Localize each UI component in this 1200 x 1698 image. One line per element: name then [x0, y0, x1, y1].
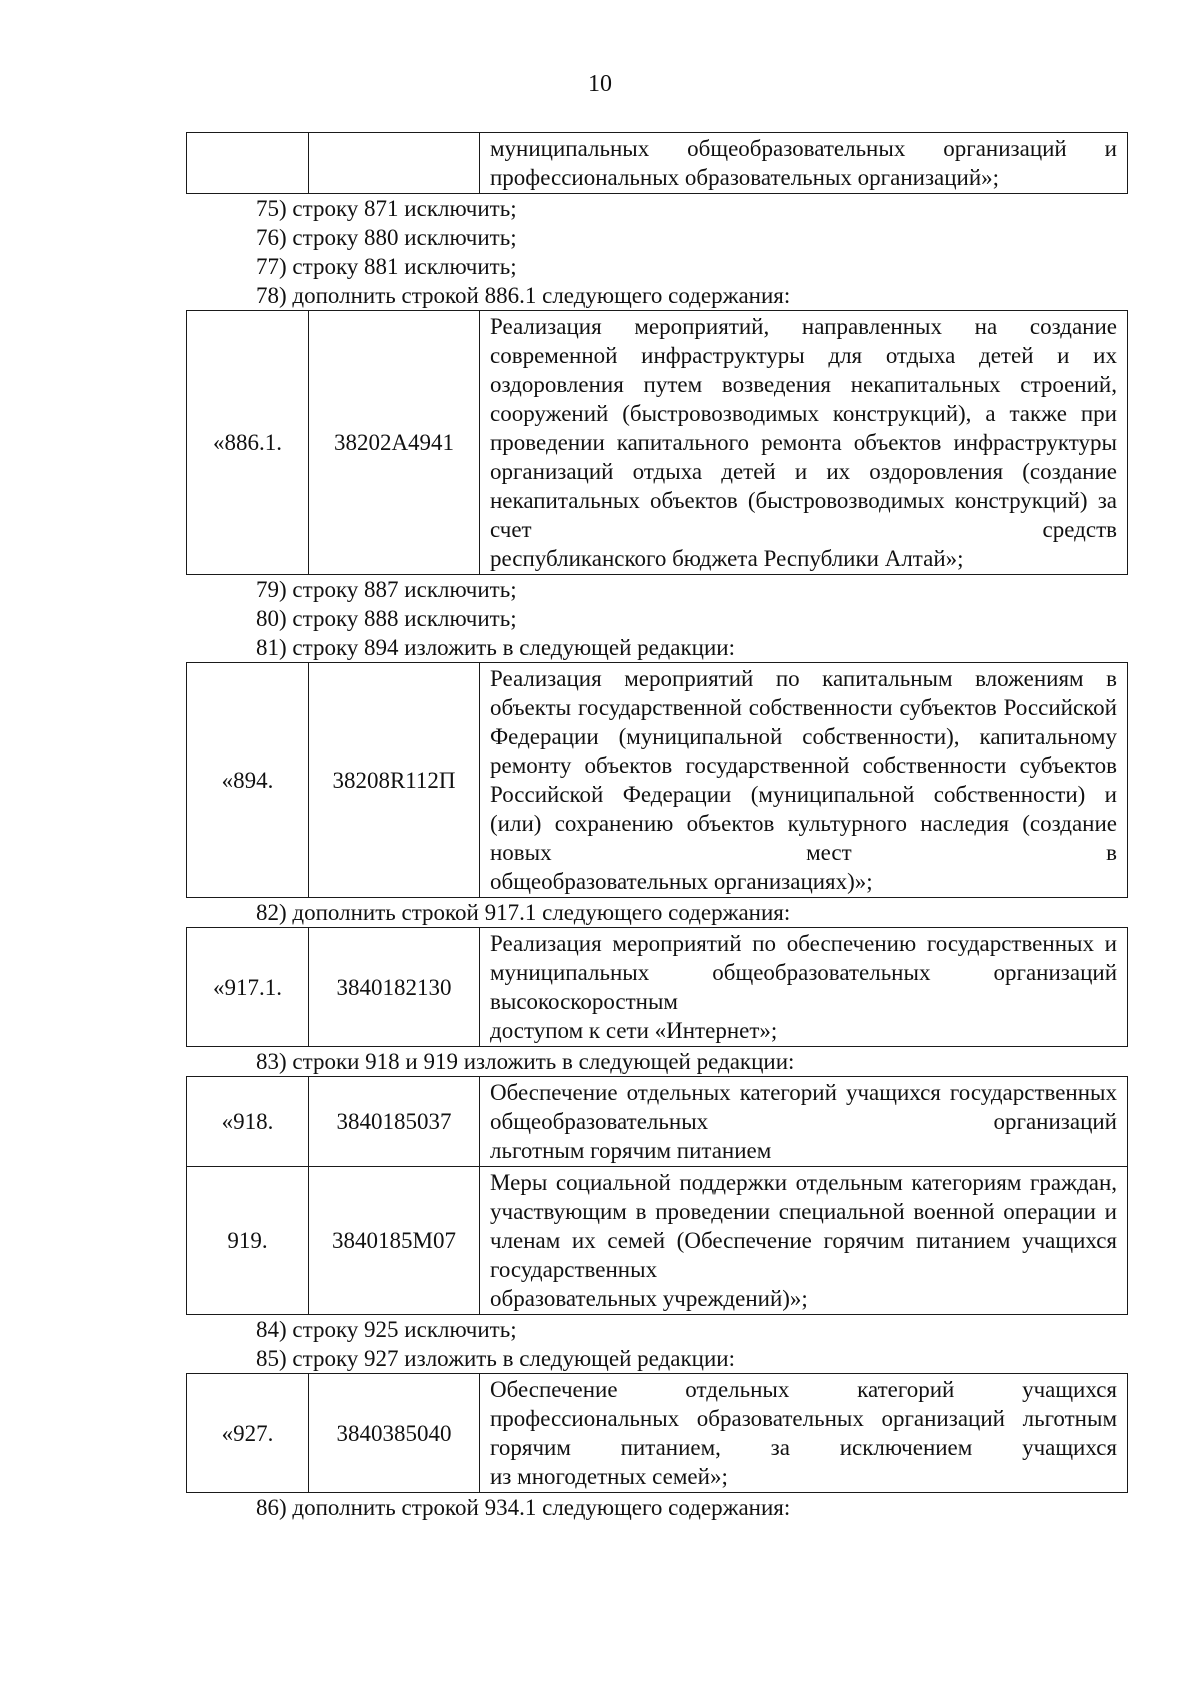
amendment-item: 86) дополнить строкой 934.1 следующего содержания:: [256, 1495, 791, 1520]
description-cell: [480, 1167, 1128, 1315]
table-row: [187, 1077, 1128, 1167]
description-text: Обеспечение отдельных категорий учащихся государственных общеобразовательных организаций: [490, 1080, 1117, 1134]
description-text-last-line: льготным горячим питанием: [490, 1138, 772, 1163]
row-number-cell: 919.: [187, 1167, 309, 1315]
amendment-item: 77) строку 881 исключить;: [256, 254, 517, 279]
budget-code-cell: 3840182130: [309, 928, 480, 1047]
budget-code-cell: [309, 133, 480, 194]
description-text-last-line: республиканского бюджета Республики Алтай»;: [490, 546, 964, 571]
row-number-cell: «917.1.: [187, 928, 309, 1047]
amendment-item: 81) строку 894 изложить в следующей редакции:: [256, 635, 735, 660]
budget-code-cell: 3840185037: [309, 1077, 480, 1167]
description-text: Меры социальной поддержки отдельным категориям граждан, участвующим в проведении специальной военной операции и членам их семей (Обеспечение горячим питанием учащихся государственных: [490, 1170, 1117, 1282]
amendment-table: [186, 1076, 1128, 1315]
description-cell: [480, 311, 1128, 575]
amendment-item: 83) строки 918 и 919 изложить в следующей редакции:: [256, 1049, 795, 1074]
description-text-last-line: профессиональных образовательных организаций»;: [490, 165, 1000, 190]
description-cell: [480, 928, 1128, 1047]
amendment-table: [186, 132, 1128, 194]
row-number-cell: [187, 133, 309, 194]
row-number-cell: «894.: [187, 663, 309, 898]
description-cell: [480, 133, 1128, 194]
row-number-cell: «886.1.: [187, 311, 309, 575]
row-number-cell: «927.: [187, 1374, 309, 1493]
budget-code-cell: 3840385040: [309, 1374, 480, 1493]
amendment-table: [186, 310, 1128, 575]
amendment-table: [186, 1373, 1128, 1493]
budget-code-cell: 38202А4941: [309, 311, 480, 575]
description-text: муниципальных общеобразовательных организаций и: [490, 136, 1117, 161]
table-row: [187, 928, 1128, 1047]
table-row: [187, 1167, 1128, 1315]
amendment-item: 82) дополнить строкой 917.1 следующего содержания:: [256, 900, 791, 925]
description-text-last-line: доступом к сети «Интернет»;: [490, 1018, 778, 1043]
description-text-last-line: образовательных учреждений)»;: [490, 1286, 808, 1311]
document-body: [186, 132, 1128, 1522]
row-number-cell: «918.: [187, 1077, 309, 1167]
budget-code-cell: 3840185М07: [309, 1167, 480, 1315]
amendment-item: 84) строку 925 исключить;: [256, 1317, 517, 1342]
amendment-item: 76) строку 880 исключить;: [256, 225, 517, 250]
table-row: [187, 133, 1128, 194]
description-text-last-line: общеобразовательных организациях)»;: [490, 869, 873, 894]
amendment-item: 85) строку 927 изложить в следующей редакции:: [256, 1346, 735, 1371]
amendment-item: 79) строку 887 исключить;: [256, 577, 517, 602]
description-cell: [480, 663, 1128, 898]
description-text: Реализация мероприятий, направленных на создание современной инфраструктуры для отдыха детей и их оздоровления путем возведения некапитальных строений, сооружений (быстровозводимых конструкций), а также при проведении капитального ремонта объектов инфраструктуры организаций отдыха детей и их оздоровления (создание некапитальных объектов (быстровозводимых конструкций) за счет средств: [490, 314, 1117, 542]
description-text: Обеспечение отдельных категорий учащихся профессиональных образовательных организаций льготным горячим питанием, за исключением учащихся: [490, 1377, 1117, 1460]
amendment-table: [186, 662, 1128, 898]
description-text-last-line: из многодетных семей»;: [490, 1464, 728, 1489]
budget-code-cell: 38208R112П: [309, 663, 480, 898]
description-cell: [480, 1374, 1128, 1493]
description-cell: [480, 1077, 1128, 1167]
description-text: Реализация мероприятий по капитальным вложениям в объекты государственной собственности субъектов Российской Федерации (муниципальной собственности), капитальному ремонту объектов государственной собственности субъектов Российской Федерации (муниципальной собственности) и (или) сохранению объектов культурного наследия (создание новых мест в: [490, 666, 1117, 865]
table-row: [187, 1374, 1128, 1493]
amendment-item: 75) строку 871 исключить;: [256, 196, 517, 221]
amendment-item: 78) дополнить строкой 886.1 следующего содержания:: [256, 283, 791, 308]
table-row: [187, 311, 1128, 575]
amendment-table: [186, 927, 1128, 1047]
description-text: Реализация мероприятий по обеспечению государственных и муниципальных общеобразовательных организаций высокоскоростным: [490, 931, 1117, 1014]
page-number: 10: [588, 71, 612, 97]
amendment-item: 80) строку 888 исключить;: [256, 606, 517, 631]
table-row: [187, 663, 1128, 898]
